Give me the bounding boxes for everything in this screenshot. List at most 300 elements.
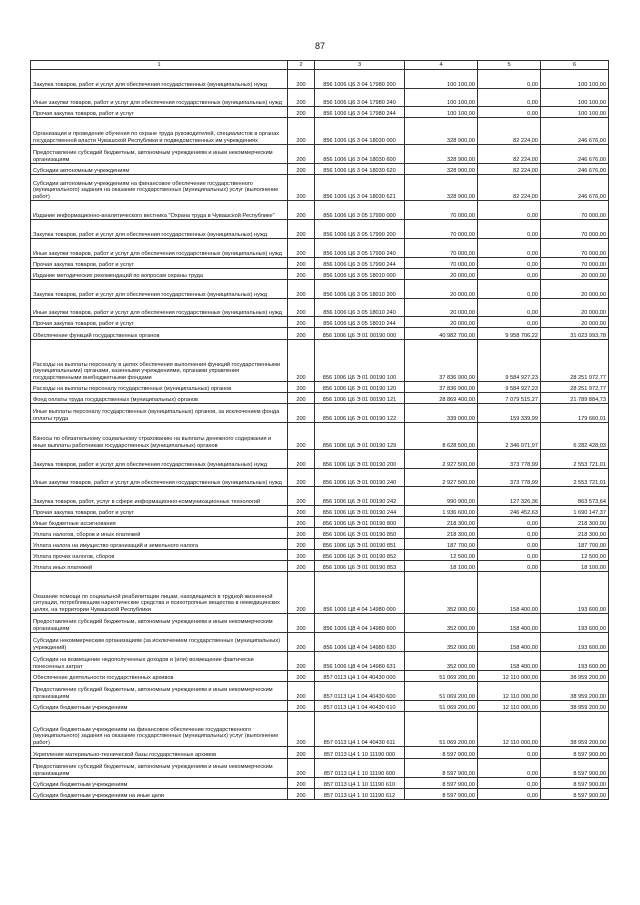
table-row: [31, 299, 609, 317]
table-row: [31, 550, 609, 561]
row-name-cell: Фонд оплаты труда государственных (муниципальных) органов: [31, 393, 288, 404]
row-code-cell: 200: [288, 258, 315, 269]
row-code-cell: 200: [288, 671, 315, 682]
row-executed-cell: 159 339,99: [478, 404, 541, 423]
row-approved-cell: 70 000,00: [405, 220, 478, 239]
row-remaining-cell: 28 251 972,77: [541, 382, 609, 393]
row-code-cell: 200: [288, 550, 315, 561]
row-name-cell: Субсидии некоммерческим организациям (за исключением государственных (муниципальных) учреждений): [31, 633, 288, 652]
row-code-cell: 200: [288, 70, 315, 89]
row-kbk-cell: 856 1006 Ц6 Э 01 00190 851: [315, 539, 405, 550]
row-code-cell: 200: [288, 423, 315, 450]
row-name-cell: Предоставление субсидий бюджетным, автономным учреждениям и иным некоммерческим организациям: [31, 614, 288, 633]
row-name-cell: Закупка товаров, работ и услуг для обеспечения государственных (муниципальных) нужд: [31, 70, 288, 89]
table-row: [31, 107, 609, 118]
table-row: [31, 239, 609, 258]
row-kbk-cell: 856 1006 Ц6 Э 01 00190 850: [315, 528, 405, 539]
page-number: 87: [314, 41, 325, 51]
row-remaining-cell: 193 600,00: [541, 633, 609, 652]
row-name-cell: Расходы на выплаты персоналу в целях обеспечения выполнения функций государственными (муниципальными) органами, казенными учреждениями, органами управления государственными внебюджетными фондами: [31, 340, 288, 382]
row-approved-cell: 40 982 700,00: [405, 328, 478, 340]
table-row: [31, 539, 609, 550]
row-kbk-cell: 856 1006 Ц6 3 04 17980 244: [315, 107, 405, 118]
row-remaining-cell: 246 676,00: [541, 164, 609, 175]
row-remaining-cell: 863 573,64: [541, 487, 609, 506]
row-code-cell: 200: [288, 393, 315, 404]
row-approved-cell: 328 900,00: [405, 145, 478, 164]
table-row: [31, 258, 609, 269]
row-executed-cell: 9 584 927,23: [478, 340, 541, 382]
row-executed-cell: 0,00: [478, 280, 541, 299]
row-code-cell: 200: [288, 299, 315, 317]
row-name-cell: Закупка товаров, работ, услуг в сфере информационно-коммуникационных технологий: [31, 487, 288, 506]
row-approved-cell: 2 927 500,00: [405, 469, 478, 487]
row-code-cell: 200: [288, 175, 315, 201]
row-name-cell: Уплата прочих налогов, сборов: [31, 550, 288, 561]
row-approved-cell: 8 597 900,00: [405, 759, 478, 778]
row-executed-cell: 0,00: [478, 517, 541, 528]
row-code-cell: 200: [288, 561, 315, 572]
column-header: 6: [541, 61, 609, 70]
row-code-cell: 200: [288, 340, 315, 382]
row-kbk-cell: 856 1006 Ц6 3 04 18030 620: [315, 164, 405, 175]
row-remaining-cell: 28 251 972,77: [541, 340, 609, 382]
row-remaining-cell: 70 000,00: [541, 258, 609, 269]
row-approved-cell: 352 000,00: [405, 572, 478, 614]
row-approved-cell: 352 000,00: [405, 652, 478, 671]
row-kbk-cell: 856 1006 Ц6 Э 01 00190 121: [315, 393, 405, 404]
row-approved-cell: 28 869 400,00: [405, 393, 478, 404]
row-code-cell: 200: [288, 614, 315, 633]
table-row: [31, 572, 609, 614]
row-remaining-cell: 38 959 200,00: [541, 701, 609, 712]
row-executed-cell: 373 778,99: [478, 469, 541, 487]
row-approved-cell: 51 069 200,00: [405, 682, 478, 701]
row-kbk-cell: 856 1006 Ц6 3 05 18010 000: [315, 269, 405, 280]
row-approved-cell: 70 000,00: [405, 201, 478, 220]
table-row: [31, 528, 609, 539]
table-row: [31, 404, 609, 423]
row-name-cell: Закупка товаров, работ и услуг для обеспечения государственных (муниципальных) нужд: [31, 280, 288, 299]
row-kbk-cell: 857 0113 Ц4 1 04 40430 611: [315, 712, 405, 747]
row-executed-cell: 0,00: [478, 220, 541, 239]
row-name-cell: Уплата налога на имущество организаций и земельного налога: [31, 539, 288, 550]
row-code-cell: 200: [288, 506, 315, 517]
row-executed-cell: 12 110 000,00: [478, 671, 541, 682]
row-kbk-cell: 856 1006 Ц8 4 04 14980 631: [315, 652, 405, 671]
row-name-cell: Оказание помощи по социальной реабилитации лицам, находящимся в трудной жизненной ситуации, потребляющим наркотические средства и психотропные вещества в немедицинских целях, на территории Чувашской Республики: [31, 572, 288, 614]
row-executed-cell: 12 110 000,00: [478, 701, 541, 712]
row-kbk-cell: 856 1006 Ц6 3 05 18010 240: [315, 299, 405, 317]
row-executed-cell: 82 224,00: [478, 175, 541, 201]
table-row: [31, 118, 609, 145]
row-remaining-cell: 100 100,00: [541, 89, 609, 107]
row-kbk-cell: 856 1006 Ц6 Э 01 00190 129: [315, 423, 405, 450]
row-executed-cell: 12 110 000,00: [478, 712, 541, 747]
row-code-cell: 200: [288, 652, 315, 671]
row-executed-cell: 0,00: [478, 747, 541, 759]
row-code-cell: 200: [288, 317, 315, 328]
row-approved-cell: 1 936 600,00: [405, 506, 478, 517]
row-executed-cell: 0,00: [478, 89, 541, 107]
row-code-cell: 200: [288, 404, 315, 423]
row-remaining-cell: 187 700,00: [541, 539, 609, 550]
row-executed-cell: 0,00: [478, 299, 541, 317]
row-remaining-cell: 20 000,00: [541, 269, 609, 280]
row-executed-cell: 0,00: [478, 528, 541, 539]
row-executed-cell: 0,00: [478, 759, 541, 778]
table-row: [31, 164, 609, 175]
row-remaining-cell: 1 690 147,37: [541, 506, 609, 517]
row-approved-cell: 339 000,00: [405, 404, 478, 423]
row-name-cell: Иные закупки товаров, работ и услуг для обеспечения государственных (муниципальных) нужд: [31, 239, 288, 258]
row-code-cell: 200: [288, 328, 315, 340]
row-remaining-cell: 246 676,00: [541, 175, 609, 201]
row-approved-cell: 187 700,00: [405, 539, 478, 550]
row-code-cell: 200: [288, 269, 315, 280]
row-executed-cell: 158 400,00: [478, 633, 541, 652]
row-name-cell: Субсидии бюджетным учреждениям: [31, 778, 288, 789]
row-approved-cell: 20 000,00: [405, 280, 478, 299]
row-kbk-cell: 856 1006 Ц6 3 05 18010 200: [315, 280, 405, 299]
row-code-cell: 200: [288, 450, 315, 469]
row-approved-cell: 20 000,00: [405, 299, 478, 317]
table-row: [31, 317, 609, 328]
row-kbk-cell: 856 1006 Ц6 Э 01 00190 240: [315, 469, 405, 487]
table-row: [31, 280, 609, 299]
table-row: [31, 450, 609, 469]
row-approved-cell: 8 597 900,00: [405, 789, 478, 800]
table-row: [31, 175, 609, 201]
row-approved-cell: 352 000,00: [405, 614, 478, 633]
row-name-cell: Субсидии автономным учреждениям: [31, 164, 288, 175]
row-name-cell: Субсидии бюджетным учреждениям: [31, 701, 288, 712]
row-code-cell: 200: [288, 633, 315, 652]
row-kbk-cell: 856 1006 Ц6 3 04 18030 600: [315, 145, 405, 164]
row-executed-cell: 9 958 706,22: [478, 328, 541, 340]
row-executed-cell: 127 326,36: [478, 487, 541, 506]
row-kbk-cell: 856 1006 Ц6 3 05 17990 240: [315, 239, 405, 258]
row-approved-cell: 18 100,00: [405, 561, 478, 572]
table-row: [31, 759, 609, 778]
row-remaining-cell: 193 600,00: [541, 652, 609, 671]
row-approved-cell: 37 836 900,00: [405, 382, 478, 393]
table-row: [31, 682, 609, 701]
row-kbk-cell: 856 1006 Ц6 Э 01 00190 800: [315, 517, 405, 528]
row-approved-cell: 37 836 900,00: [405, 340, 478, 382]
row-approved-cell: 12 500,00: [405, 550, 478, 561]
row-kbk-cell: 857 0113 Ц4 1 04 40430 610: [315, 701, 405, 712]
row-name-cell: Прочая закупка товаров, работ и услуг: [31, 506, 288, 517]
row-code-cell: 200: [288, 747, 315, 759]
row-kbk-cell: 857 0113 Ц4 1 10 11190 600: [315, 759, 405, 778]
table-row: [31, 487, 609, 506]
row-kbk-cell: 856 1006 Ц6 Э 01 00190 120: [315, 382, 405, 393]
row-executed-cell: 0,00: [478, 107, 541, 118]
table-row: [31, 328, 609, 340]
row-name-cell: Предоставление субсидий бюджетным, автономным учреждениям и иным некоммерческим организациям: [31, 682, 288, 701]
row-code-cell: 200: [288, 701, 315, 712]
row-remaining-cell: 8 597 900,00: [541, 759, 609, 778]
row-executed-cell: 0,00: [478, 258, 541, 269]
row-executed-cell: 0,00: [478, 539, 541, 550]
table-row: [31, 671, 609, 682]
table-row: [31, 789, 609, 800]
row-approved-cell: 8 628 500,00: [405, 423, 478, 450]
row-remaining-cell: 8 597 900,00: [541, 778, 609, 789]
row-name-cell: Обеспечение функций государственных органов: [31, 328, 288, 340]
row-code-cell: 200: [288, 487, 315, 506]
row-kbk-cell: 856 1006 Ц6 3 04 17980 200: [315, 70, 405, 89]
row-remaining-cell: 218 300,00: [541, 528, 609, 539]
row-code-cell: 200: [288, 469, 315, 487]
row-remaining-cell: 21 789 884,73: [541, 393, 609, 404]
row-approved-cell: 51 069 200,00: [405, 701, 478, 712]
row-remaining-cell: 193 600,00: [541, 572, 609, 614]
row-approved-cell: 8 597 900,00: [405, 747, 478, 759]
row-code-cell: 200: [288, 778, 315, 789]
row-approved-cell: 218 300,00: [405, 517, 478, 528]
row-name-cell: Иные закупки товаров, работ и услуг для обеспечения государственных (муниципальных) нужд: [31, 299, 288, 317]
row-code-cell: 200: [288, 517, 315, 528]
table-row: [31, 201, 609, 220]
row-kbk-cell: 856 1006 Ц6 3 04 18030 621: [315, 175, 405, 201]
row-kbk-cell: 856 1006 Ц6 Э 01 00190 852: [315, 550, 405, 561]
row-remaining-cell: 38 959 200,00: [541, 682, 609, 701]
row-name-cell: Уплата налогов, сборов и иных платежей: [31, 528, 288, 539]
row-executed-cell: 9 584 927,23: [478, 382, 541, 393]
row-name-cell: Иные закупки товаров, работ и услуг для обеспечения государственных (муниципальных) нужд: [31, 469, 288, 487]
row-kbk-cell: 857 0113 Ц4 1 10 11190 610: [315, 778, 405, 789]
row-remaining-cell: 8 597 900,00: [541, 747, 609, 759]
row-executed-cell: 158 400,00: [478, 652, 541, 671]
row-kbk-cell: 856 1006 Ц8 4 04 14980 600: [315, 614, 405, 633]
budget-table: [30, 60, 609, 800]
row-approved-cell: 51 069 200,00: [405, 671, 478, 682]
row-remaining-cell: 100 100,00: [541, 107, 609, 118]
row-approved-cell: 990 900,00: [405, 487, 478, 506]
row-kbk-cell: 856 1006 Ц8 4 04 14980 630: [315, 633, 405, 652]
column-header: 2: [288, 61, 315, 70]
row-kbk-cell: 856 1006 Ц6 3 05 17990 000: [315, 201, 405, 220]
row-executed-cell: 12 110 000,00: [478, 682, 541, 701]
column-header: 5: [478, 61, 541, 70]
table-row: [31, 393, 609, 404]
row-code-cell: 200: [288, 118, 315, 145]
row-remaining-cell: 70 000,00: [541, 201, 609, 220]
row-name-cell: Прочая закупка товаров, работ и услуг: [31, 258, 288, 269]
row-approved-cell: 328 900,00: [405, 164, 478, 175]
table-row: [31, 712, 609, 747]
column-header: 4: [405, 61, 478, 70]
row-kbk-cell: 856 1006 Ц6 3 05 17990 244: [315, 258, 405, 269]
row-remaining-cell: 12 500,00: [541, 550, 609, 561]
row-remaining-cell: 8 597 900,00: [541, 789, 609, 800]
row-remaining-cell: 38 959 200,00: [541, 712, 609, 747]
row-name-cell: Расходы на выплаты персоналу государственных (муниципальных) органов: [31, 382, 288, 393]
row-approved-cell: 100 100,00: [405, 70, 478, 89]
row-kbk-cell: 856 1006 Ц6 Э 01 00190 244: [315, 506, 405, 517]
row-remaining-cell: 179 660,01: [541, 404, 609, 423]
row-approved-cell: 8 597 900,00: [405, 778, 478, 789]
row-kbk-cell: 857 0113 Ц4 1 04 40430 000: [315, 671, 405, 682]
row-kbk-cell: 857 0113 Ц4 1 10 11190 000: [315, 747, 405, 759]
row-kbk-cell: 856 1006 Ц6 3 05 17990 200: [315, 220, 405, 239]
row-executed-cell: 0,00: [478, 201, 541, 220]
row-name-cell: Закупка товаров, работ и услуг для обеспечения государственных (муниципальных) нужд: [31, 220, 288, 239]
row-remaining-cell: 193 600,00: [541, 614, 609, 633]
row-code-cell: 200: [288, 382, 315, 393]
row-name-cell: Издание информационно-аналитического вестника "Охрана труда в Чувашской Республике": [31, 201, 288, 220]
row-executed-cell: 0,00: [478, 789, 541, 800]
row-kbk-cell: 856 1006 Ц6 Э 01 00190 853: [315, 561, 405, 572]
row-name-cell: Субсидии на возмещение недополученных доходов и (или) возмещение фактически понесенных затрат: [31, 652, 288, 671]
row-executed-cell: 0,00: [478, 550, 541, 561]
table-row: [31, 506, 609, 517]
row-name-cell: Организация и проведение обучения по охране труда руководителей, специалистов в органах государственной власти Чувашской Республики и подведомственных им учреждениях: [31, 118, 288, 145]
table-row: [31, 561, 609, 572]
row-name-cell: Иные выплаты персоналу государственных (муниципальных) органов, за исключением фонда оплаты труда: [31, 404, 288, 423]
row-code-cell: 200: [288, 107, 315, 118]
row-remaining-cell: 20 000,00: [541, 317, 609, 328]
row-executed-cell: 2 346 071,97: [478, 423, 541, 450]
row-code-cell: 200: [288, 280, 315, 299]
table-row: [31, 747, 609, 759]
row-code-cell: 200: [288, 220, 315, 239]
row-name-cell: Предоставление субсидий бюджетным, автономным учреждениям и иным некоммерческим организациям: [31, 759, 288, 778]
table-row: [31, 89, 609, 107]
row-remaining-cell: 246 676,00: [541, 118, 609, 145]
row-executed-cell: 0,00: [478, 317, 541, 328]
row-name-cell: Иные закупки товаров, работ и услуг для обеспечения государственных (муниципальных) нужд: [31, 89, 288, 107]
row-kbk-cell: 856 1006 Ц6 Э 01 00190 122: [315, 404, 405, 423]
row-approved-cell: 70 000,00: [405, 258, 478, 269]
row-executed-cell: 0,00: [478, 561, 541, 572]
table-row: [31, 778, 609, 789]
row-name-cell: Субсидии автономным учреждениям на финансовое обеспечение государственного (муниципального) задания на оказание государственных (муниципальных) услуг (выполнение работ): [31, 175, 288, 201]
row-code-cell: 200: [288, 789, 315, 800]
table-row: [31, 469, 609, 487]
row-code-cell: 200: [288, 145, 315, 164]
row-code-cell: 200: [288, 712, 315, 747]
row-code-cell: 200: [288, 682, 315, 701]
row-remaining-cell: 38 959 200,00: [541, 671, 609, 682]
row-executed-cell: 0,00: [478, 70, 541, 89]
row-kbk-cell: 856 1006 Ц6 Э 01 00190 200: [315, 450, 405, 469]
row-name-cell: Предоставление субсидий бюджетным, автономным учреждениям и иным некоммерческим организациям: [31, 145, 288, 164]
row-remaining-cell: 70 000,00: [541, 239, 609, 258]
row-approved-cell: 20 000,00: [405, 269, 478, 280]
row-remaining-cell: 31 023 993,78: [541, 328, 609, 340]
row-approved-cell: 51 069 200,00: [405, 712, 478, 747]
row-remaining-cell: 6 282 428,03: [541, 423, 609, 450]
row-name-cell: Иные бюджетные ассигнования: [31, 517, 288, 528]
table-row: [31, 423, 609, 450]
row-kbk-cell: 856 1006 Ц6 Э 01 00190 242: [315, 487, 405, 506]
row-executed-cell: 7 079 515,27: [478, 393, 541, 404]
row-approved-cell: 20 000,00: [405, 317, 478, 328]
row-kbk-cell: 856 1006 Ц6 3 05 18010 244: [315, 317, 405, 328]
row-approved-cell: 100 100,00: [405, 89, 478, 107]
row-code-cell: 200: [288, 528, 315, 539]
row-executed-cell: 158 400,00: [478, 572, 541, 614]
row-executed-cell: 246 452,63: [478, 506, 541, 517]
row-executed-cell: 373 778,99: [478, 450, 541, 469]
table-row: [31, 145, 609, 164]
table-row: [31, 340, 609, 382]
row-name-cell: Прочая закупка товаров, работ и услуг: [31, 317, 288, 328]
row-approved-cell: 70 000,00: [405, 239, 478, 258]
table-row: [31, 220, 609, 239]
row-code-cell: 200: [288, 89, 315, 107]
row-kbk-cell: 856 1006 Ц6 3 04 18030 000: [315, 118, 405, 145]
row-name-cell: Прочая закупка товаров, работ и услуг: [31, 107, 288, 118]
row-code-cell: 200: [288, 201, 315, 220]
row-name-cell: Уплата иных платежей: [31, 561, 288, 572]
column-header: 1: [31, 61, 288, 70]
table-row: [31, 517, 609, 528]
row-approved-cell: 2 927 500,00: [405, 450, 478, 469]
column-header: 3: [315, 61, 405, 70]
row-approved-cell: 218 300,00: [405, 528, 478, 539]
row-kbk-cell: 857 0113 Ц4 1 04 40430 600: [315, 682, 405, 701]
row-kbk-cell: 857 0113 Ц4 1 10 11190 612: [315, 789, 405, 800]
row-remaining-cell: 2 553 721,01: [541, 450, 609, 469]
row-approved-cell: 328 900,00: [405, 118, 478, 145]
row-executed-cell: 0,00: [478, 269, 541, 280]
table-row: [31, 382, 609, 393]
row-executed-cell: 82 224,00: [478, 164, 541, 175]
row-remaining-cell: 246 676,00: [541, 145, 609, 164]
row-kbk-cell: 856 1006 Ц6 Э 01 00190 100: [315, 340, 405, 382]
row-executed-cell: 0,00: [478, 778, 541, 789]
row-code-cell: 200: [288, 572, 315, 614]
row-remaining-cell: 18 100,00: [541, 561, 609, 572]
row-name-cell: Обеспечение деятельности государственных архивов: [31, 671, 288, 682]
table-row: [31, 70, 609, 89]
row-approved-cell: 328 900,00: [405, 175, 478, 201]
row-code-cell: 200: [288, 539, 315, 550]
row-name-cell: Укрепление материально-технической базы государственных архивов: [31, 747, 288, 759]
row-name-cell: Издание методических рекомендаций по вопросам охраны труда: [31, 269, 288, 280]
row-executed-cell: 82 224,00: [478, 118, 541, 145]
table-row: [31, 633, 609, 652]
row-kbk-cell: 856 1006 Ц6 3 04 17980 240: [315, 89, 405, 107]
table-row: [31, 614, 609, 633]
row-executed-cell: 0,00: [478, 239, 541, 258]
row-kbk-cell: 856 1006 Ц8 4 04 14980 000: [315, 572, 405, 614]
row-name-cell: Субсидии бюджетным учреждениям на иные цели: [31, 789, 288, 800]
row-remaining-cell: 20 000,00: [541, 280, 609, 299]
row-kbk-cell: 856 1006 Ц6 Э 01 00190 000: [315, 328, 405, 340]
row-name-cell: Закупка товаров, работ и услуг для обеспечения государственных (муниципальных) нужд: [31, 450, 288, 469]
row-code-cell: 200: [288, 759, 315, 778]
row-remaining-cell: 2 553 721,01: [541, 469, 609, 487]
row-approved-cell: 100 100,00: [405, 107, 478, 118]
row-code-cell: 200: [288, 164, 315, 175]
table-header-row: [31, 61, 609, 70]
row-name-cell: Взносы по обязательному социальному страхованию на выплаты денежного содержания и иные выплаты работникам государственных (муниципальных) органов: [31, 423, 288, 450]
row-remaining-cell: 20 000,00: [541, 299, 609, 317]
row-executed-cell: 158 400,00: [478, 614, 541, 633]
row-approved-cell: 352 000,00: [405, 633, 478, 652]
row-remaining-cell: 218 300,00: [541, 517, 609, 528]
row-name-cell: Субсидии бюджетным учреждениям на финансовое обеспечение государственного (муниципального) задания на оказание государственных (муниципальных) услуг (выполнение работ): [31, 712, 288, 747]
table-row: [31, 652, 609, 671]
row-remaining-cell: 70 000,00: [541, 220, 609, 239]
row-executed-cell: 82 224,00: [478, 145, 541, 164]
row-code-cell: 200: [288, 239, 315, 258]
